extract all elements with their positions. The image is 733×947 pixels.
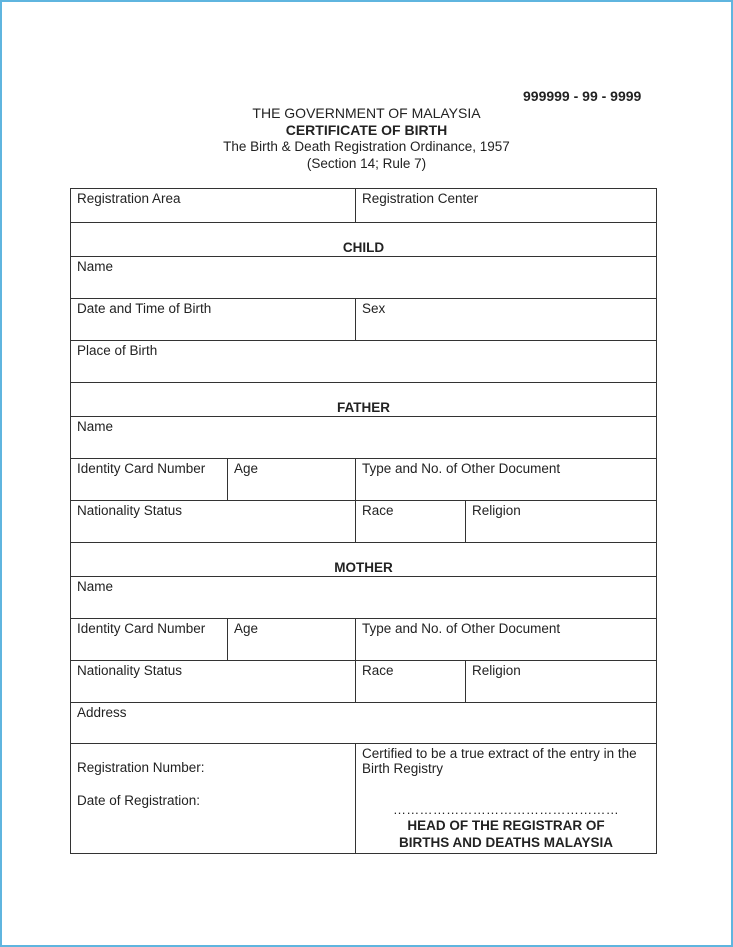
mother-nationality-field: Nationality Status — [71, 661, 356, 703]
section-rule-line: (Section 14; Rule 7) — [306, 156, 427, 171]
certification-box — [356, 744, 657, 854]
child-section-heading: CHILD — [71, 223, 657, 257]
certificate-title: CERTIFICATE OF BIRTH — [285, 122, 448, 138]
registrar-title-line1: HEAD OF THE REGISTRAR OF — [407, 818, 605, 833]
mother-other-document-field: Type and No. of Other Document — [356, 619, 657, 661]
mother-religion-field: Religion — [466, 661, 657, 703]
mother-section-heading: MOTHER — [71, 543, 657, 577]
father-religion-field: Religion — [466, 501, 657, 543]
mother-name-field: Name — [71, 577, 657, 619]
certificate-serial-number: 999999 - 99 - 9999 — [523, 88, 642, 104]
child-sex-field: Sex — [356, 299, 657, 341]
father-ic-field: Identity Card Number — [71, 459, 228, 501]
child-dob-field: Date and Time of Birth — [71, 299, 356, 341]
registration-date-label: Date of Registration: — [77, 793, 201, 808]
child-name-field: Name — [71, 257, 657, 299]
registration-details-box — [71, 744, 356, 854]
mother-race-field: Race — [356, 661, 466, 703]
ordinance-line: The Birth & Death Registration Ordinance, 1957 — [223, 139, 510, 154]
father-race-field: Race — [356, 501, 466, 543]
child-place-of-birth-field: Place of Birth — [71, 341, 657, 383]
address-field: Address — [71, 703, 657, 744]
registrar-title-line2: BIRTHS AND DEATHS MALAYSIA — [398, 835, 613, 850]
father-nationality-field: Nationality Status — [71, 501, 356, 543]
mother-ic-field: Identity Card Number — [71, 619, 228, 661]
registration-center-field: Registration Center — [356, 189, 657, 223]
registration-number-label: Registration Number: — [77, 760, 205, 775]
mother-age-field: Age — [228, 619, 356, 661]
birth-certificate-form — [70, 188, 657, 854]
father-age-field: Age — [228, 459, 356, 501]
signature-line: …………………………………………… — [392, 802, 620, 817]
certification-text: Certified to be a true extract of the entry in the Birth Registry — [362, 746, 637, 776]
father-other-document-field: Type and No. of Other Document — [356, 459, 657, 501]
father-section-heading: FATHER — [71, 383, 657, 417]
government-title: THE GOVERNMENT OF MALAYSIA — [252, 105, 481, 121]
father-name-field: Name — [71, 417, 657, 459]
registration-area-field: Registration Area — [71, 189, 356, 223]
